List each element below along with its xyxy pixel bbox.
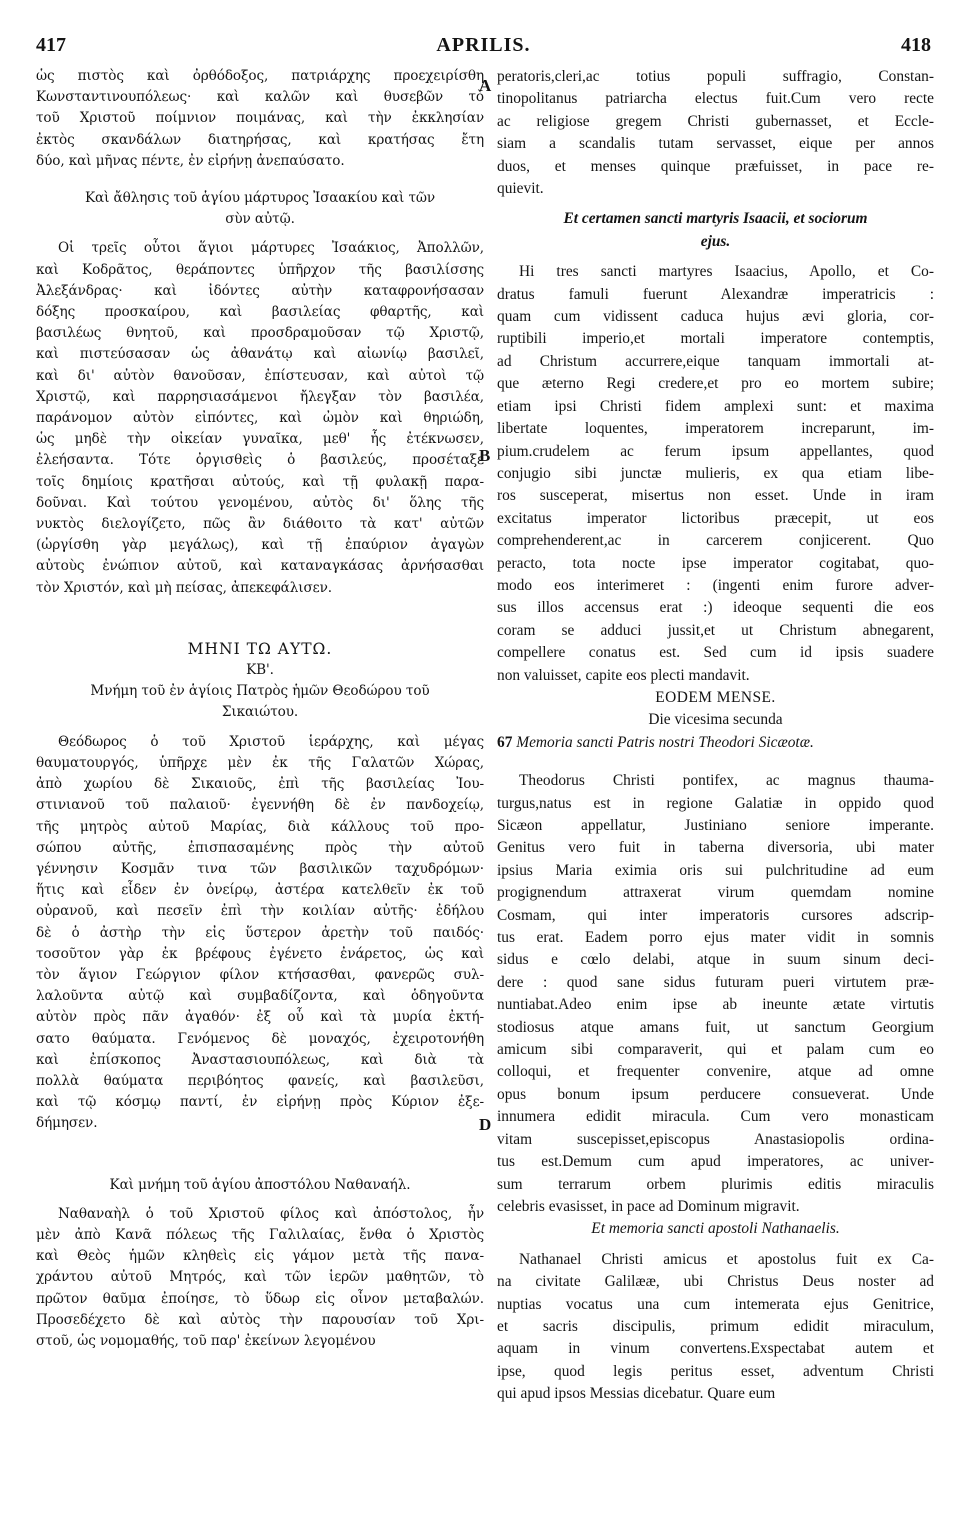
text-line: οὐρανοῦ, καὶ πεσεῖν ἐπὶ τὴν κοιλίαν αὐτῆς· ἐδήλου — [36, 903, 484, 920]
text-line: opus bonum ipsum perducere consueverat. Unde — [497, 1085, 934, 1103]
text-line: quievit. — [497, 180, 544, 198]
text-line: et sacris discipulis, primum edidit miraculum, — [497, 1317, 934, 1335]
text-line: Hi tres sancti martyres Isaacius, Apollo, et Co- — [519, 263, 934, 281]
text-line: αὐτοὺς ἐνώπιον αὐτοῦ, καὶ καταναγκάσας ἀρνήσασθαι — [36, 558, 484, 575]
text-line: καὶ Κοδρᾶτος, θεράποντες ὑπῆρχον τῆς βασιλίσσης — [36, 261, 484, 278]
text-line: Κωνσταντινουπόλεως· καὶ καλῶν καὶ θυσεβῶν τὸ — [36, 89, 484, 106]
text-line: Οἱ τρεῖς οὗτοι ἅγιοι μάρτυρες Ἰσαάκιος, Ἀπολλῶν, — [58, 240, 484, 257]
text-line: τοῖς δημίοις κρατῆσαι αὐτούς, καὶ τῇ φυλακῇ παρα- — [36, 473, 484, 490]
text-line: τοσοῦτον γὰρ ἐκ βρέφους ἐγένετο ἐνάρετος, ὡς καὶ — [36, 945, 484, 962]
section-number: 67 — [497, 733, 513, 751]
latin-paragraph-isaacius — [497, 261, 934, 687]
greek-heading-theodore — [36, 681, 484, 723]
text-line: τῆς μητρὸς αὐτοῦ Μαρίας, διὰ κάλλους τοῦ προ- — [36, 818, 484, 835]
greek-heading-nathanael: Καὶ μνήμη τοῦ ἁγίου ἀποστόλου Ναθαναήλ. — [109, 1176, 411, 1193]
text-line: Theodorus Christi pontifex, ac magnus thauma- — [519, 772, 934, 790]
text-line: νυκτὸς διελογίζετο, πῶς ἂν διάθοιτο τὰ κατ' αὐτῶν — [36, 516, 484, 533]
margin-letter-b: B — [479, 446, 491, 465]
text-line: dratus famuli fuerunt Alexandræ imperatricis : — [497, 285, 934, 303]
text-line: στοῦ, ὡς νομομαθής, τοῦ παρ' ἐκείνων λεγομένου — [36, 1332, 376, 1349]
text-line: comprehenderent,ac in carcerem conjicerent. Quo — [497, 532, 934, 550]
page-number-right: 418 — [901, 34, 931, 56]
text-line: Ἀλεξάνδρας· καὶ ἰδόντες αὐτὴν καταφρονήσασαν — [36, 282, 484, 299]
latin-heading-nathanael: Et memoria sancti apostoli Nathanaelis. — [591, 1220, 840, 1238]
text-line: ipsius Maria eximia oris sui pulchritudine ad eum — [497, 861, 934, 879]
text-line: celebris evasisset, in pace ad Dominum migravit. — [497, 1197, 800, 1215]
text-line: καὶ Θεὸς ἡμῶν κληθεὶς εἰς γάμον μετὰ τῆς πανα- — [36, 1248, 484, 1265]
heading-line: Μνήμη τοῦ ἐν ἁγίοις Πατρὸς ἡμῶν Θεοδώρου τοῦ — [90, 683, 430, 700]
text-line: ἀπὸ χωρίου δὲ Σικαιοῦς, ἐπὶ τῆς βασιλείας Ἰου- — [36, 776, 484, 793]
text-line: libertate loquentes, imperatorem increparunt, im- — [497, 420, 934, 438]
text-line: θαυματουργός, ὑπῆρχε μὲν ἐκ τῆς Γαλατῶν Χώρας, — [36, 754, 484, 771]
text-line: colloqui, et frequenter convenire, atque ad omne — [497, 1063, 934, 1081]
greek-column — [36, 66, 484, 1352]
margin-letter-a: A — [479, 76, 492, 95]
text-line: Sicæon appellatur, Justiniano seniore imperante. — [497, 817, 934, 834]
text-line: πολλὰ θαύματα περιβόητος φανείς, καὶ βασιλεῦσι, — [36, 1072, 484, 1089]
text-line: στινιανοῦ τοῦ παλαιοῦ· ἐγεννήθη δὲ ἐν πανδοχείῳ, — [36, 797, 484, 814]
text-line: αὐτὸν πρὸς πᾶν ἀγαθόν· ἐξ οὗ καὶ τὰ μυρία ἐκτή- — [36, 1009, 484, 1026]
text-line: excitatus imperator lictoribus præcepit, ut eos — [497, 509, 934, 527]
heading-line: ejus. — [700, 232, 731, 250]
text-line: siam a scandalis tutam servasset, eique per annos — [497, 135, 934, 153]
text-line: πρῶτον θαῦμα ἐποίησε, τὸ ὕδωρ εἰς οἶνον μεταβαλών. — [36, 1290, 484, 1307]
text-line: sus illos accensus erat :) ideoque sequenti die eos — [497, 599, 934, 617]
text-line: λαλοῦντα αὐτῷ καὶ συμβαδίζοντα, καὶ ὁδηγοῦντα — [36, 988, 484, 1005]
latin-paragraph-patriarch — [497, 66, 934, 200]
text-line: Ναθαναὴλ ὁ τοῦ Χριστοῦ φίλος καὶ ἀπόστολος, ἦν — [58, 1205, 484, 1222]
text-line: δὲ ὁ ἀστὴρ τὴν εἰς ὕστερον ἀρετὴν τοῦ παιδός· — [36, 924, 484, 941]
running-title: APRILIS. — [436, 34, 531, 56]
text-line: τοῦ Χριστοῦ ποίμνιον ποιμάνας, καὶ τὴν ἐκκλησίαν — [36, 110, 484, 127]
text-line: etiam ipsi Christi fidem amplexi sunt: et maxima — [497, 397, 934, 415]
text-line: καὶ τῷ κόσμῳ παντί, ἐν εἰρήνῃ πρὸς Κύριον ἐξε- — [36, 1094, 484, 1111]
text-line: ἥτις καὶ εἶδεν ἐν ὀνείρῳ, ἀστέρα κατελθεῖν ἐκ τοῦ — [36, 882, 484, 899]
text-line: amicum sibi comparaverit, qui et palam cum eo — [497, 1041, 934, 1059]
text-line: (ὠργίσθη γὰρ μεγάλως), καὶ τῇ ἐπαύριον ἀγαγὼν — [36, 537, 484, 554]
text-line: coram se adduci jussit,et ut Christum abnegarent, — [497, 621, 934, 639]
text-line: non valuisset, capite eos plecti mandavit. — [497, 666, 750, 684]
text-line: sum terrarum orbem plurimis editis miraculis — [497, 1175, 934, 1193]
text-line: na civitate Galilææ, ubi Christus Deus noster ad — [497, 1273, 934, 1291]
heading-line: Et certamen sancti martyris Isaacii, et sociorum — [563, 210, 868, 228]
latin-day-text: Die vicesima secunda — [648, 711, 783, 729]
text-line: progignendum attraxerat virum quemdam nomine — [497, 884, 934, 902]
text-line: modo eos interimeret : (ingenti enim furore adver- — [497, 576, 934, 594]
text-line: βασιλέως θνητοῦ, καὶ προσδραμοῦσαν τῷ Χριστῷ, — [36, 325, 484, 342]
text-line: δόξης προσκαίρου, καὶ βασιλείας φθαρτῆς, καὶ — [36, 304, 484, 321]
heading-line: Καὶ ἄθλησις τοῦ ἁγίου μάρτυρος Ἰσαακίου καὶ τῶν — [84, 190, 436, 207]
text-line: nuntiabat.Adeo enim ipse ab ineunte ætate virtutis — [497, 996, 934, 1014]
heading-line: Σικαιώτου. — [221, 704, 299, 721]
page-header — [36, 34, 931, 58]
latin-heading-isaacius — [497, 208, 934, 253]
greek-paragraph-nathanael — [36, 1204, 484, 1352]
text-line: γέννησιν Κοσμᾶν τινα τῶν βασιλικῶν ταχυδρόμων· — [36, 860, 484, 877]
latin-paragraph-nathanael — [497, 1249, 934, 1406]
text-line: Χριστῷ, καὶ παρρησιασάμενοι ἤλεγξαν τὸν βασιλέα, — [36, 388, 484, 405]
text-line: δύο, καὶ μῆνας πέντε, ἐν εἰρήνῃ ἀνεπαύσατο. — [36, 152, 345, 169]
text-line: ad Christum accurrere,eique tanquam immortali at- — [497, 352, 934, 370]
text-line: pium.crudelem ac ferum ipsum appellantes, quod — [497, 442, 934, 460]
text-line: turgus,natus est in regione Galatiæ in oppido quod — [497, 794, 934, 812]
text-line: Θεόδωρος ὁ τοῦ Χριστοῦ ἱεράρχης, καὶ μέγας — [58, 733, 484, 750]
text-line: vitam suscepisset,episcopus Anastasiopolis ordina- — [497, 1130, 934, 1148]
page-number-left: 417 — [36, 34, 66, 56]
latin-paragraph-theodore — [497, 770, 934, 1218]
greek-paragraph-patriarch — [36, 66, 484, 172]
text-line: Cosmam, qui inter imperatoris cursores adscrip- — [497, 906, 934, 924]
text-line: ac religiose gregem Christi gubernasset, et Eccle- — [497, 112, 934, 130]
text-line: peracto, tota nocte ipse imperator cogitabat, quo- — [497, 554, 934, 572]
text-line: τὸν Χριστόν, καὶ μὴ πείσας, ἀπεκεφάλισεν. — [36, 579, 332, 596]
margin-letter-d: D — [479, 1115, 492, 1134]
text-line: peratoris,cleri,ac totius populi suffragio, Constan- — [497, 68, 934, 85]
text-line: σατο θαύματα. Γενόμενος δὲ μοναχός, ἐχειροτονήθη — [36, 1030, 484, 1047]
greek-paragraph-isaacius — [36, 238, 484, 598]
text-line: dere : quod sane sidus futuram pueri virtutem præ- — [497, 973, 934, 991]
text-line: καὶ ἐπίσκοπος Ἀναστασιουπόλεως, καὶ διὰ τὰ — [36, 1051, 484, 1068]
text-line: tinopolitanus patriarcha electus fuit.Cum vero recte — [497, 90, 934, 108]
text-line: Genitus vero fuit in taberna diversoria, ubi mater — [497, 839, 934, 857]
greek-paragraph-theodore — [36, 732, 484, 1135]
text-line: qui apud ipsos Messias dicebatur. Quare eum — [497, 1385, 776, 1403]
text-line: ἐλεήσαντα. Τότε ὀργισθεὶς ὁ βασιλεύς, προσέταξε — [36, 452, 484, 469]
text-line: Nathanael Christi amicus et apostolus fuit ex Ca- — [519, 1250, 934, 1268]
text-line: duos, et menses quinque præfuisset, in pace re- — [497, 157, 934, 175]
text-line: σώπου αὐτῆς, ἐπισπασαμένης πρὸς τὴν αὐτοῦ — [36, 839, 484, 856]
text-line: quam cum vidissent caduca hujus ævi gloria, cor- — [497, 308, 934, 326]
text-line: καὶ πιστεύσασαν ὡς ἀθανάτῳ καὶ αἰωνίῳ βασιλεῖ, — [36, 346, 484, 363]
text-line: παράνομον αὐτὸν εἰπόντες, καὶ ὠμὸν καὶ θηριώδη, — [36, 410, 484, 427]
text-line: Προσεδέχετο δὲ καὶ αὐτὸς τὴν παρουσίαν τοῦ Χρι- — [36, 1311, 484, 1328]
latin-column — [497, 66, 934, 1406]
text-line: μὲν ἀπὸ Κανᾶ πόλεως τῆς Γαλιλαίας, ἔνθα ὁ Χριστὸς — [36, 1226, 484, 1243]
text-line: compellere conatus est. Sed cum id ipsis suadere — [497, 644, 934, 662]
text-line: ἐκτὸς σκανδάλων διατηρήσας, καὶ κρατήσας ἔτη — [36, 131, 484, 148]
text-line: tus erat. Eadem porro ejus mater vidit in somnis — [497, 929, 934, 947]
text-line: ὡς πιστὸς καὶ ὀρθόδοξος, πατριάρχης προεχειρίσθη — [36, 68, 484, 84]
greek-day-number: ΚΒ'. — [246, 662, 274, 679]
text-line: ruptibili imperio,et mortali imperatore contemptis, — [497, 330, 934, 348]
text-line: ὡς μηδὲ τὴν οἰκείαν γυναῖκα, μεθ' ἧς ἐτέκνωσεν, — [36, 431, 484, 448]
text-line: καὶ δι' αὐτὸν θανοῦσαν, ἐπίστευσαν, καὶ αὐτοὶ τῷ — [36, 367, 484, 384]
greek-heading-isaacius — [36, 188, 484, 230]
latin-heading-theodore — [497, 732, 934, 754]
text-line: δοῦναι. Καὶ τούτου γενομένου, αὐτὸς δι' ὅλης τῆς — [36, 494, 484, 511]
text-line: nuptias vocatus una cum intemerata ejus Genitrice, — [497, 1295, 934, 1313]
text-line: τὸν ἅγιον Γεώργιον φίλον κτήσασθαι, φανερῶς συλ- — [36, 966, 484, 983]
heading-line: σὺν αὐτῷ. — [225, 211, 295, 228]
text-line: que æterno Regi credere,et pro eo mortem subire; — [497, 375, 934, 393]
latin-heading-theodore-text: Memoria sancti Patris nostri Theodori Sicæotæ. — [516, 733, 814, 751]
latin-month-title: EODEM MENSE. — [655, 688, 776, 706]
text-line: aquam in vinum convertens.Exspectabat autem et — [497, 1340, 934, 1358]
greek-month-title: ΜΗΝΙ ΤΩ ΑΥΤΩ. — [187, 639, 333, 658]
text-line: ipse, quod legis peritus esset, adventum Christi — [497, 1362, 934, 1380]
text-line: sidus e cœlo delabi, atque in suum sinum deci- — [497, 951, 934, 969]
text-line: innumera edidit miracula. Cum vero monasticam — [497, 1108, 934, 1126]
text-line: stodiosus atque amans fuit, ut sanctum Georgium — [497, 1018, 934, 1036]
text-line: δήμησεν. — [36, 1115, 98, 1132]
text-line: conjugio sibi junctæ mulieris, ex qua etiam libe- — [497, 464, 934, 482]
text-line: χράντου αὐτοῦ Μητρός, καὶ τῶν ἱερῶν μαθητῶν, τὸ — [36, 1269, 484, 1286]
text-line: ros susceperat, misertus non esset. Unde in iram — [497, 487, 934, 505]
text-line: tus est.Demum cum apud imperatores, ac univer- — [497, 1153, 934, 1171]
